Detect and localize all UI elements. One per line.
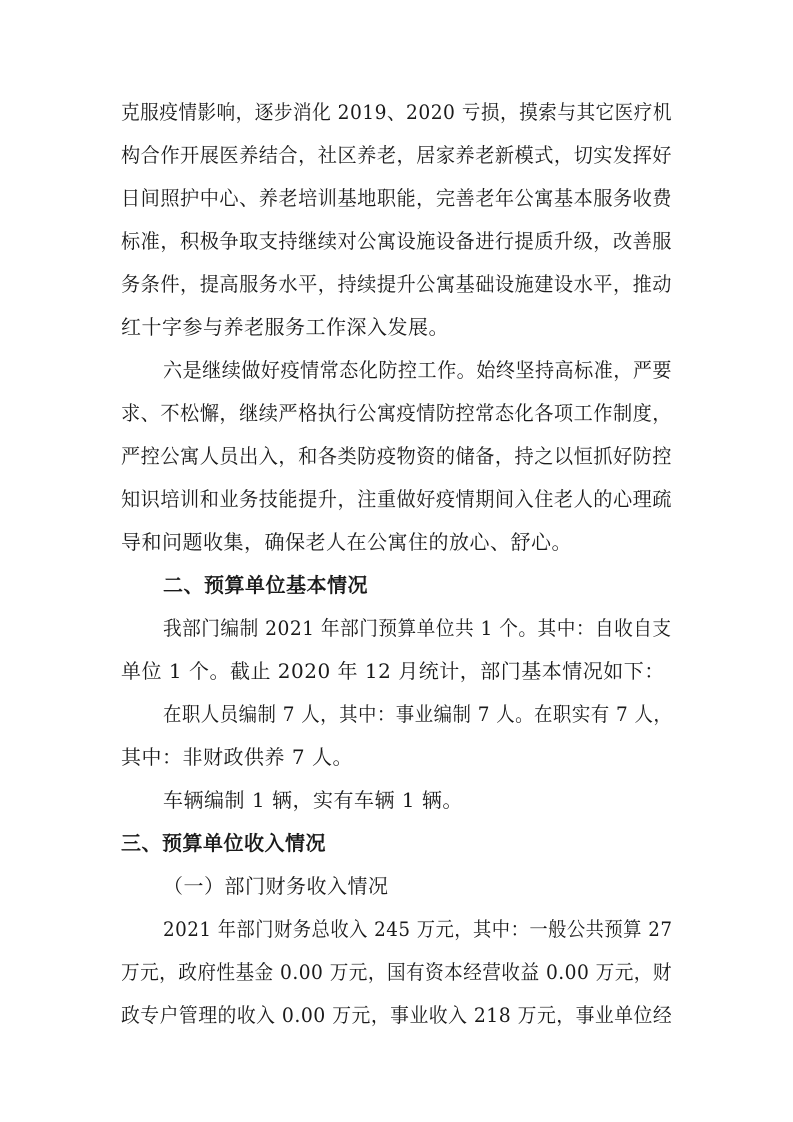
paragraph-line: 我部门编制 2021 年部门预算单位共 1 个。其中：自收自支 — [163, 616, 672, 640]
paragraph-line: 构合作开展医养结合，社区养老，居家养老新模式，切实发挥好 — [121, 143, 672, 167]
paragraph-line: 标准，积极争取支持继续对公寓设施设备进行提质升级，改善服 — [121, 229, 672, 253]
paragraph-line: 六是继续做好疫情常态化防控工作。始终坚持高标准，严要 — [163, 358, 673, 382]
section-heading: 二、预算单位基本情况 — [163, 573, 368, 597]
paragraph-line: 车辆编制 1 辆，实有车辆 1 辆。 — [163, 788, 463, 812]
section-heading: 三、预算单位收入情况 — [121, 831, 326, 855]
paragraph-line: 红十字参与养老服务工作深入发展。 — [121, 315, 449, 339]
paragraph-line: 导和问题收集，确保老人在公寓住的放心、舒心。 — [121, 530, 572, 554]
paragraph-line: 求、不松懈，继续严格执行公寓疫情防控常态化各项工作制度， — [121, 401, 672, 425]
paragraph-line: 务条件，提高服务水平，持续提升公寓基础设施建设水平，推动 — [121, 272, 672, 296]
paragraph-line: 其中：非财政供养 7 人。 — [121, 745, 353, 769]
paragraph-line: 日间照护中心、养老培训基地职能，完善老年公寓基本服务收费 — [121, 186, 672, 210]
paragraph-line: 严控公寓人员出入，和各类防疫物资的储备，持之以恒抓好防控 — [121, 444, 672, 468]
paragraph-line: 万元，政府性基金 0.00 万元，国有资本经营收益 0.00 万元，财 — [121, 960, 672, 984]
paragraph-line: 克服疫情影响，逐步消化 2019、2020 亏损，摸索与其它医疗机 — [121, 100, 673, 124]
paragraph-line: 单位 1 个。截止 2020 年 12 月统计，部门基本情况如下： — [121, 659, 665, 683]
paragraph-line: 在职人员编制 7 人，其中：事业编制 7 人。在职实有 7 人， — [163, 702, 673, 726]
paragraph-line: 知识培训和业务技能提升，注重做好疫情期间入住老人的心理疏 — [121, 487, 672, 511]
subsection-heading: （一）部门财务收入情况 — [163, 874, 389, 898]
paragraph-line: 2021 年部门财务总收入 245 万元，其中：一般公共预算 27 — [163, 917, 673, 941]
paragraph-line: 政专户管理的收入 0.00 万元，事业收入 218 万元，事业单位经 — [121, 1003, 673, 1027]
